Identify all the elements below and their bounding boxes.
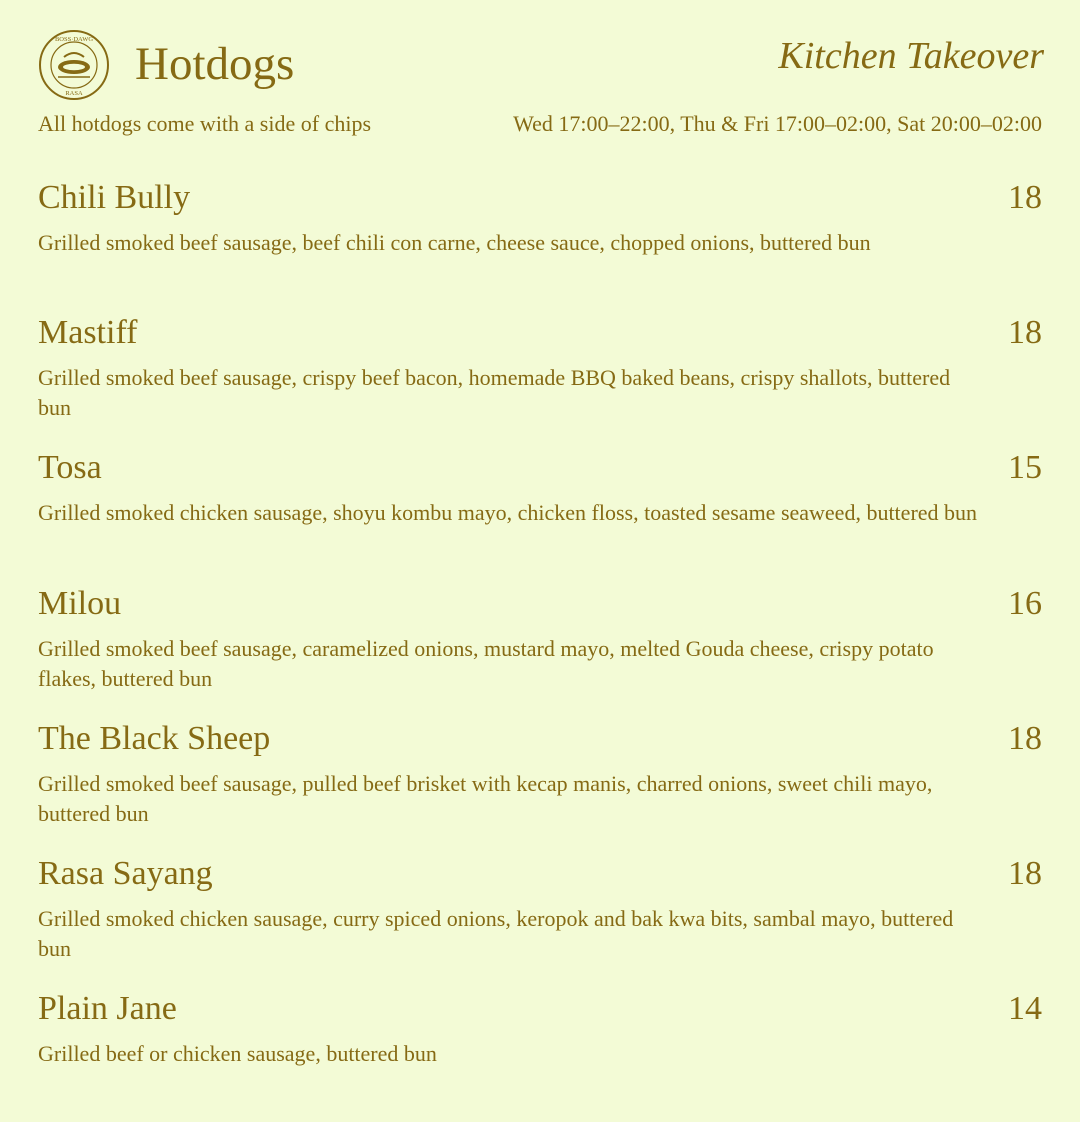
item-name: Plain Jane — [38, 990, 177, 1028]
menu-item — [38, 717, 1042, 852]
item-price: 18 — [1008, 314, 1042, 352]
item-description: Grilled beef or chicken sausage, buttered bun — [38, 1041, 437, 1067]
item-description: Grilled smoked beef sausage, crispy beef bacon, homemade BBQ baked beans, crispy shallots, buttered bun — [38, 365, 951, 421]
page-title: Hotdogs — [135, 38, 295, 90]
item-description: Grilled smoked chicken sausage, curry spiced onions, keropok and bak kwa bits, sambal mayo, buttered bun — [38, 905, 954, 961]
kitchen-takeover-script — [744, 22, 1044, 84]
item-description: Grilled smoked beef sausage, caramelized onions, mustard mayo, melted Gouda cheese, crispy potato flakes, buttered bun — [38, 635, 934, 691]
menu-item — [38, 176, 1042, 311]
menu-list — [38, 176, 1042, 1122]
item-price: 18 — [1008, 854, 1042, 892]
item-name: The Black Sheep — [38, 719, 271, 757]
side-note: All hotdogs come with a side of chips — [38, 111, 372, 136]
item-price: 16 — [1008, 584, 1042, 622]
svg-text:RASA: RASA — [65, 90, 83, 97]
item-price: 14 — [1008, 990, 1042, 1028]
svg-text:BOSS·DAWG: BOSS·DAWG — [54, 36, 94, 43]
item-description: Grilled smoked chicken sausage, shoyu kombu mayo, chicken floss, toasted sesame seaweed, buttered bun — [38, 500, 978, 526]
boss-dawg-rasa-logo — [38, 29, 110, 101]
menu-item — [38, 582, 1042, 717]
item-name: Milou — [38, 584, 122, 622]
menu-item — [38, 852, 1042, 987]
item-name: Mastiff — [38, 314, 138, 352]
item-name: Rasa Sayang — [38, 854, 213, 892]
item-name: Tosa — [38, 449, 102, 487]
opening-hours: Wed 17:00–22:00, Thu & Fri 17:00–02:00, Sat 20:00–02:00 — [513, 111, 1042, 136]
item-price: 18 — [1008, 179, 1042, 216]
menu-item — [38, 446, 1042, 581]
script-title: Kitchen Takeover — [778, 35, 1044, 77]
item-price: 18 — [1008, 719, 1042, 757]
item-price: 15 — [1008, 449, 1042, 487]
item-description: Grilled smoked beef sausage, beef chili con carne, cheese sauce, chopped onions, buttered bun — [38, 230, 871, 255]
menu-item — [38, 987, 1042, 1122]
item-description: Grilled smoked beef sausage, pulled beef brisket with kecap manis, charred onions, sweet chili mayo, buttered bun — [38, 770, 933, 826]
menu-item — [38, 311, 1042, 446]
item-name: Chili Bully — [38, 179, 191, 216]
